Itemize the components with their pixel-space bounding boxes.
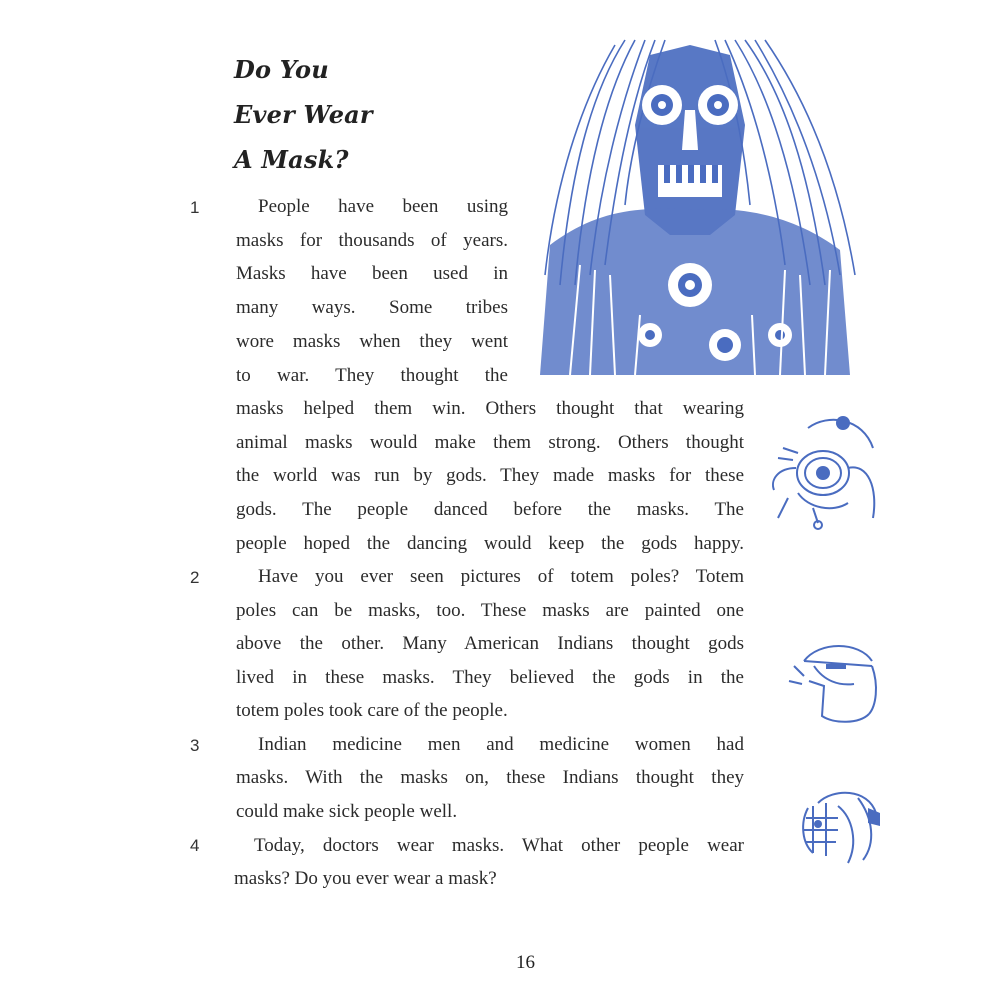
paragraph-1-line: many ways. Some tribes	[236, 298, 508, 318]
paragraph-number-3: 3	[190, 736, 200, 755]
page-number: 16	[516, 952, 535, 973]
title-line-3: A Mask?	[234, 145, 349, 174]
paragraph-1-line: wore masks when they went	[236, 332, 508, 352]
paragraph-1-line: animal masks would make them strong. Others thought	[236, 433, 744, 453]
paragraph-4-line: Today, doctors wear masks. What other people wear	[254, 836, 744, 856]
paragraph-1-line: gods. The people danced before the masks. The	[236, 500, 744, 520]
paragraph-number-1: 1	[190, 198, 200, 217]
paragraph-4-line: masks? Do you ever wear a mask?	[234, 868, 497, 889]
paragraph-1-line: people hoped the dancing would keep the gods happy.	[236, 534, 744, 554]
paragraph-1-line: People have been using	[258, 197, 508, 217]
tribal-mask-illustration	[530, 35, 865, 385]
diver-mask-illustration	[768, 408, 880, 548]
paragraph-2-line: Have you ever seen pictures of totem poles? Totem	[258, 567, 744, 587]
catcher-mask-illustration	[798, 788, 880, 868]
paragraph-1-line: Masks have been used in	[236, 264, 508, 284]
paragraph-1-line: masks helped them win. Others thought that wearing	[236, 399, 744, 419]
surgeon-mask-illustration	[784, 636, 880, 732]
title-line-1: Do You	[234, 55, 329, 84]
paragraph-1-line: masks for thousands of years.	[236, 231, 508, 251]
paragraph-3-line: Indian medicine men and medicine women had	[258, 735, 744, 755]
paragraph-number-4: 4	[190, 836, 200, 855]
paragraph-1-line: to war. They thought the	[236, 366, 508, 386]
paragraph-2-line: totem poles took care of the people.	[236, 700, 508, 721]
paragraph-2-line: above the other. Many American Indians thought gods	[236, 634, 744, 654]
paragraph-2-line: poles can be masks, too. These masks are painted one	[236, 601, 744, 621]
paragraph-3-line: masks. With the masks on, these Indians thought they	[236, 768, 744, 788]
paragraph-2-line: lived in these masks. They believed the gods in the	[236, 668, 744, 688]
paragraph-3-line: could make sick people well.	[236, 801, 458, 822]
paragraph-number-2: 2	[190, 568, 200, 587]
paragraph-1-line: the world was run by gods. They made masks for these	[236, 466, 744, 486]
title-line-2: Ever Wear	[234, 100, 373, 129]
